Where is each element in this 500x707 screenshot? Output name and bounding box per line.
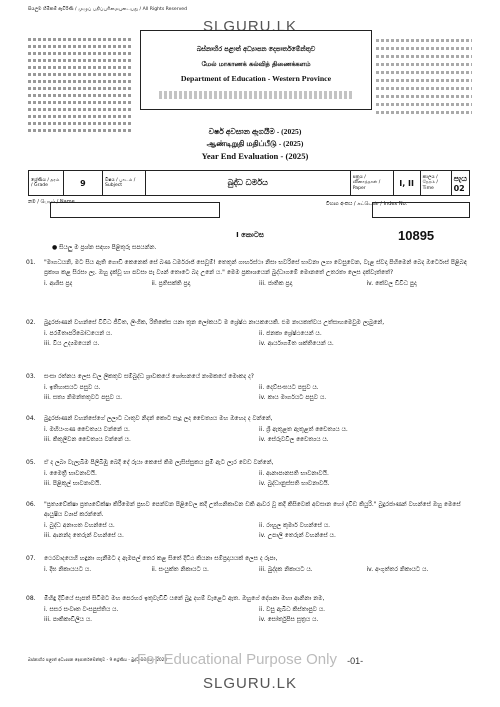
question: 07. ථෙරවාදයෙහි හඳුනා ගැනීමට ද ඇමපල් තෙර කළ සිතේ දිට්ඨ කියනා සම්ප්‍රදායයක් ලෙස ද රූපා, i. දීඝ නිකායයට ය. ii. සංයුක්ත නිකායට ය. iii. ඛුද්දක නිකායට ය. iv. අංගුත්තර නිකායට ය.: [44, 554, 474, 575]
grade-value: 9: [80, 178, 86, 188]
option[interactable]: i. සසර සංවෘත වංසපුස්තිය ය.: [44, 606, 119, 613]
exam-info-row: [28, 170, 470, 196]
paper-label: පත්‍රය / வினாத்தாள் / Paper: [352, 174, 381, 191]
question-stem: ථෙරවාදයෙහි හඳුනා ගැනීමට ද ඇමපල් තෙර කළ සිතේ දිට්ඨ කියනා සම්ප්‍රදායයක් ලෙස ද රූපා,: [44, 555, 278, 562]
instruction: ● සියලු ම ප්‍රශ්න සඳහා පිළිතුරු සපයන්න.: [52, 244, 157, 251]
option[interactable]: ii. ජනකා ශ්‍රේෂ්ඨයෙන් ය.: [259, 330, 322, 337]
option[interactable]: ii. රාහුල කුමාර් වහන්සේ ය.: [259, 522, 331, 529]
part-title: I කොටස: [236, 231, 264, 239]
paper-value: I, II: [399, 178, 415, 188]
option[interactable]: iv. බුද්ධානුස්සති භාවනාවයි.: [259, 480, 330, 487]
department-name-en: Department of Education - Western Province: [180, 74, 332, 83]
option[interactable]: iii. ඛුද්දක නිකායට ය.: [259, 566, 313, 573]
option[interactable]: ii. ආනාපානසති භාවනාවයි.: [259, 470, 329, 477]
option[interactable]: i. මෛත්‍රී භාවනාවයි.: [44, 470, 97, 477]
index-field[interactable]: [372, 202, 470, 218]
option[interactable]: ii. සංයුක්ත නිකායට ය.: [151, 566, 209, 573]
option[interactable]: ii. දෙව්සංඝයට පසුව ය.: [259, 384, 319, 391]
option[interactable]: iii. ආනන්ද තෙරුන් වහන්සේ ය.: [44, 532, 124, 539]
option[interactable]: ii. වසු ඇබිධ කිස්තාපුව ය.: [259, 606, 326, 613]
department-name-ta: மேல் மாகாணக் கல்வித் திணைக்களம்: [201, 60, 311, 68]
index-label: විභාග අංකය / சுட்டெண் / Index No.: [326, 201, 408, 207]
question: 02. බුදුරජාණන් වහන්සේ විවිධ ජීවිත, ලිංගික, රිතිකේස යනා තුන ලෝකයට ම ශ්‍රේෂ්ඨ නායකයෙකි. එම නායකත්වය උත්සාහමෙවුම ලැබුනේ, i. පරමිතාපරිබෝධයෙන් ය. ii. ජනකා ශ්‍රේෂ්ඨයෙන් ය. iii. විය උද්‍යමයෙන් ය. iv. ආර්යාගමිත ශක්තියෙන් ය.: [44, 318, 474, 349]
question: 05. ඒ ද ලබා වැලැබිම පිලිබිඹු බෙදී දේ රුයා කෙසේ කිම ලැසිස්සුකය පුමි ඇට ලැර වෙඩ වන්නේ, i. මෛත්‍රී භාවනාවයි. ii. ආනාපානසති භාවනාවයි. iii. පිළිකුල් භාවනාවයි. iv. බුද්ධානුස්සති භාවනාවයි.: [44, 458, 474, 489]
question: 06. "ප්‍රත්‍යවේක්ෂා ප්‍රත්‍යවේක්ෂා කිරීමෙන් ප්‍රභව පෙන්වන පිළිවෙල කදී උත්ගනිකාවන ඩකි ආවර වූ කදී කිසිවෙක් අවසාන හෝ දවිඩ කියුරි." බුදුරජාණන් වහන්සේ ඔහු මෙසේ ආයුෂිය ව්‍යාප් කරන්නේ. i. බුද්ධ අනාගත වහන්සේ ය. ii. රාහුල කුමාර් වහන්සේ ය. iii. ආනන්ද තෙරුන් වහන්සේ ය. iv. උපාලි තෙරුන් වහන්සේ ය.: [44, 500, 474, 541]
watermark-educational: For Educational Purpose Only -01-: [136, 651, 364, 668]
option[interactable]: ii. ශ්‍රී ඇතුළත ඇතුළත් චෛත්‍යය ය.: [259, 426, 348, 433]
footer-line: බස්නාහිර පළාත් අධ්‍යාපන දෙපාර්තමේන්තුව - 9 ශ්‍රේණිය - බුද්ධ ධර්මය - 2025: [28, 657, 167, 662]
grade-label: ශ්‍රේණිය / தரம் / Grade: [31, 177, 60, 188]
option[interactable]: iii. පාකිකාඩිලිය ය.: [44, 616, 93, 623]
department-header: [140, 30, 372, 110]
question-stem: ඒ ද ලබා වැලැබිම පිලිබිඹු බෙදී දේ රුයා කෙසේ කිම ලැසිස්සුකය පුමි ඇට ලැර වෙඩ වන්නේ,: [44, 459, 274, 466]
option[interactable]: iv. සේරුවවිල චෛත්‍යය ය.: [259, 436, 329, 443]
option[interactable]: iv. කේවල ඩිවිධ පුදා: [366, 280, 417, 287]
department-name-si: බස්නාහිර පළාත් අධ්‍යාපන දෙපාර්තමේන්තුව: [196, 45, 316, 53]
option[interactable]: i. පරමිතාපරිබෝධයෙන් ය.: [44, 330, 113, 337]
candidate-row: [28, 200, 468, 220]
page-number: -01-: [347, 656, 364, 666]
option[interactable]: iii. ජාතික ප්‍රදා: [259, 280, 293, 287]
question: 08. මිහිඳු දිවියේ සැපත් සිටිමට මහ පෙරහර ඉතුවැඩිවි යනේ බුදු දහම් වැළෙට ඇත. ඔහුගේ දේශනා මහා ආනිනා නම, i. සසර සංවෘත වංසපුස්තිය ය. ii. වසු ඇබිධ කිස්තාපුව ය. iii. පාකිකාඩිලිය ය. iv. සෝර්තුපිස සූත්‍රය ය.: [44, 594, 474, 625]
evaluation-si: වර්ෂ අවසාන ඇගයීම - (2025): [208, 127, 302, 136]
option[interactable]: i. දීඝ නිකායයට ය.: [44, 566, 92, 573]
time-value: පැය 02: [453, 173, 467, 193]
option[interactable]: iv. කාය මාර්ගයට පසුව ය.: [259, 394, 327, 401]
header-right-block: [376, 34, 472, 124]
question-stem: මිහිඳු දිවියේ සැපත් සිටිමට මහ පෙරහර ඉතුවැඩිවි යනේ බුදු දහම් වැළෙට ඇත. ඔහුගේ දේශනා මහා ආනිනා නම,: [44, 595, 325, 602]
question: 01. "මාගධයනි, මට සිය ඇති ගොඩි කෙනෙක් සේ බණ ධර්මරාජ් සෙවූම්! තෙතුන් ගාර්හස්ථා නිසා භවරිසේ භාවනා ලගා වෙසුවෙන, වැළ ස්වදා පිහිමෙන් බෙද ඔර්ටොස් පිළිබඳ ප්‍රකාශ කළ සිරසා ලැ. ඔහු දැක්වූ හා පවසා පෑ ව්‍යන් තොටෙ බද උනේ ය." මෙම ප්‍රකාශයෙන් බුද්ධාගමේ මොනතේ උතරතා ලෙස දක්වැත්තේ? i. ආශිස ප්‍රද ii. ප්‍රතිසක්ති ප්‍රදා iii. ජාතික ප්‍රදා iv. කේවල ඩිවිධ පුදා: [44, 258, 474, 289]
option[interactable]: i. ඉතිහාසයට පසුව ය.: [44, 384, 101, 391]
copyright-line: සියලුම හිමිකම් ඇවිරිණි / முழுப் பதிப்புரிமையுடையது / All Rights Reserved: [28, 7, 188, 12]
option[interactable]: iv. උපාලි තෙරුන් වහන්සේ ය.: [259, 532, 336, 539]
header-left-block: [28, 34, 132, 138]
option[interactable]: iv. අංගුත්තර නිකායට ය.: [366, 566, 429, 573]
option[interactable]: iii. කිතුලීවන චෛත්‍යය වන්නේ ය.: [44, 436, 131, 443]
question-stem: "ප්‍රත්‍යවේක්ෂා ප්‍රත්‍යවේක්ෂා කිරීමෙන් ප්‍රභව පෙන්වන පිළිවෙල කදී උත්ගනිකාවන ඩකි ආවර වූ කදී කිසිවෙක් අවසාන හෝ දවිඩ කියුරි." බුදුරජාණන් වහන්සේ ඔහු මෙසේ ආයුෂිය ව්‍යාප් කරන්නේ.: [44, 501, 461, 518]
serial-number: 10895: [398, 228, 435, 243]
subject-label: විෂය / பாடம் / Subject: [104, 177, 136, 188]
question-stem: බුදුරජාණන් වහන්සේ විවිධ ජීවිත, ලිංගික, රිතිකේස යනා තුන ලෝකයට ම ශ්‍රේෂ්ඨ නායකයෙකි. එම නායකත්වය උත්සාහමෙවුම ලැබුනේ,: [44, 319, 385, 326]
evaluation-ta: ஆண்டிறுதி மதிப்பீடு - (2025): [206, 139, 304, 148]
option[interactable]: iii. විය උද්‍යමයෙන් ය.: [44, 340, 100, 347]
question: 03. සංසා රත්නය ලෙස ඩල ලිකතුව සම්බුද්ධ ශ්‍රාවකයේ ශෝභනයේ නාමකයේ මොකද ද? i. ඉතිහාසයට පසුව ය. ii. දෙව්සංඝයට පසුව ය. iii. සත්‍ය නිමන්තතුවට පසුව ය. iv. කාය මාර්ගයට පසුව ය.: [44, 372, 474, 403]
question-stem: "මාගධයනි, මට සිය ඇති ගොඩි කෙනෙක් සේ බණ ධර්මරාජ් සෙවූම්! තෙතුන් ගාර්හස්ථා නිසා භවරිසේ භාවනා ලගා වෙසුවෙන, වැළ ස්වදා පිහිමෙන් බෙද ඔර්ටොස් පිළිබඳ ප්‍රකාශ කළ සිරසා ලැ. ඔහු දැක්වූ හා පවසා පෑ ව්‍යන් තොටෙ බද උනේ ය." මෙම ප්‍රකාශයෙන් බුද්ධාගමේ මොනතේ උතරතා ලෙස දක්වැත්තේ?: [44, 259, 467, 276]
evaluation-en: Year End Evaluation - (2025): [201, 151, 309, 161]
option[interactable]: i. ආශිස ප්‍රද: [44, 280, 73, 287]
time-label: කාලය / நேரம் / Time: [422, 174, 438, 191]
option[interactable]: iii. සත්‍ය නිමන්තතුවට පසුව ය.: [44, 394, 123, 401]
watermark-top: SLGURU.LK: [202, 18, 298, 35]
name-label: නම / பெயர் / Name: [28, 199, 75, 205]
evaluation-title: [140, 126, 370, 168]
option[interactable]: iv. සෝර්තුපිස සූත්‍රය ය.: [259, 616, 319, 623]
option[interactable]: i. බුද්ධ අනාගත වහන්සේ ය.: [44, 522, 115, 529]
question: 04. බුදුරජාණන් වහන්සේගේ ලලාට ධාතුව නිදන් කොට සෑදූ ලද චෛත්‍යය මහ ඔහෙද ද වන්නේ, i. මහියංගණ චෛත්‍යය වන්නේ ය. ii. ශ්‍රී ඇතුළත ඇතුළත් චෛත්‍යය ය. iii. කිතුලීවන චෛත්‍යය වන්නේ ය. iv. සේරුවවිල චෛත්‍යය ය.: [44, 414, 474, 445]
question-stem: බුදුරජාණන් වහන්සේගේ ලලාට ධාතුව නිදන් කොට සෑදූ ලද චෛත්‍යය මහ ඔහෙද ද වන්නේ,: [44, 415, 273, 422]
option[interactable]: i. මහියංගණ චෛත්‍යය වන්නේ ය.: [44, 426, 130, 433]
question-stem: සංසා රත්නය ලෙස ඩල ලිකතුව සම්බුද්ධ ශ්‍රාවකයේ ශෝභනයේ නාමකයේ මොකද ද?: [44, 373, 254, 380]
subject-value: බුද්ධ ධර්මය: [227, 178, 268, 187]
option[interactable]: iv. ආර්යාගමිත ශක්තියෙන් ය.: [259, 340, 334, 347]
option[interactable]: iii. පිළිකුල් භාවනාවයි.: [44, 480, 102, 487]
name-field[interactable]: [50, 202, 220, 218]
watermark-bottom: SLGURU.LK: [202, 675, 298, 692]
option[interactable]: ii. ප්‍රතිසක්ති ප්‍රදා: [151, 280, 191, 287]
